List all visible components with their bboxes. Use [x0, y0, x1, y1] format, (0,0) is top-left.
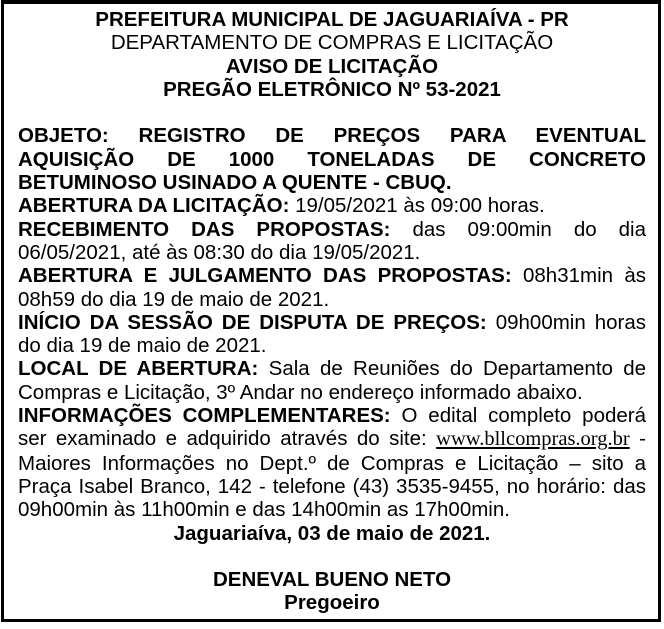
- header-auction-number: PREGÃO ELETRÔNICO Nº 53-2021: [163, 77, 501, 101]
- dateline: Jaguariaíva, 03 de maio de 2021.: [173, 521, 491, 545]
- signature-role: Pregoeiro: [284, 591, 380, 615]
- blank-line: [18, 545, 646, 568]
- objeto-paragraph: OBJETO: REGISTRO DE PREÇOS PARA EVENTUAL AQUISIÇÃO DE 1000 TONELADAS DE CONCRETO BETUMINOSO USINADO A QUENTE - CBUQ.: [18, 124, 646, 195]
- header-title: PREFEITURA MUNICIPAL DE JAGUARIAÍVA - PR: [95, 8, 569, 31]
- abertura-value: 19/05/2021 às 09:00 horas.: [295, 194, 545, 218]
- recebimento-value: das 09:00min do dia 06/05/2021, até às 08:30 do dia 19/05/2021.: [18, 217, 646, 264]
- julgamento-value: 08h31min às 08h59 do dia 19 de maio de 2021.: [18, 264, 646, 311]
- blank-line: [18, 101, 646, 124]
- julgamento-paragraph: [18, 264, 646, 311]
- disputa-value: 09h00min horas do dia 19 de maio de 2021.: [18, 310, 646, 358]
- local-value: Sala de Reuniões do Departamento de Compras e Licitação, 3º Andar no endereço informado abaixo.: [18, 357, 646, 404]
- recebimento-label: RECEBIMENTO DAS PROPOSTAS:: [18, 217, 391, 241]
- signature-name: DENEVAL BUENO NETO: [212, 568, 452, 592]
- julgamento-label: ABERTURA E JULGAMENTO DAS PROPOSTAS:: [18, 264, 512, 288]
- notice-document: [1, 0, 661, 622]
- info-paragraph: [18, 404, 646, 521]
- disputa-label: INÍCIO DA SESSÃO DE DISPUTA DE PREÇOS:: [18, 310, 487, 334]
- website-link[interactable]: www.bllcompras.org.br: [436, 428, 630, 451]
- disputa-paragraph: [18, 311, 646, 358]
- info-text-after-link: - Maiores Informações no Dept.º de Compras e Licitação – sito a Praça Isabel Branco, 142 - telefone (43) 3535-9455, no horário: das 09h00min às 11h00min e das 14h00min as 17h00min.: [18, 427, 646, 522]
- header-notice-type: AVISO DE LICITAÇÃO: [225, 54, 439, 78]
- recebimento-paragraph: [18, 218, 646, 265]
- local-label: LOCAL DE ABERTURA:: [18, 357, 259, 381]
- info-label: INFORMAÇÕES COMPLEMENTARES:: [18, 404, 391, 428]
- info-text-before-link: O edital completo poderá ser examinado e adquirido através do site:: [18, 404, 647, 451]
- abertura-label: ABERTURA DA LICITAÇÃO:: [18, 194, 290, 218]
- local-paragraph: [18, 357, 646, 404]
- header-department: DEPARTAMENTO DE COMPRAS E LICITAÇÃO: [110, 31, 554, 55]
- abertura-paragraph: [18, 194, 646, 217]
